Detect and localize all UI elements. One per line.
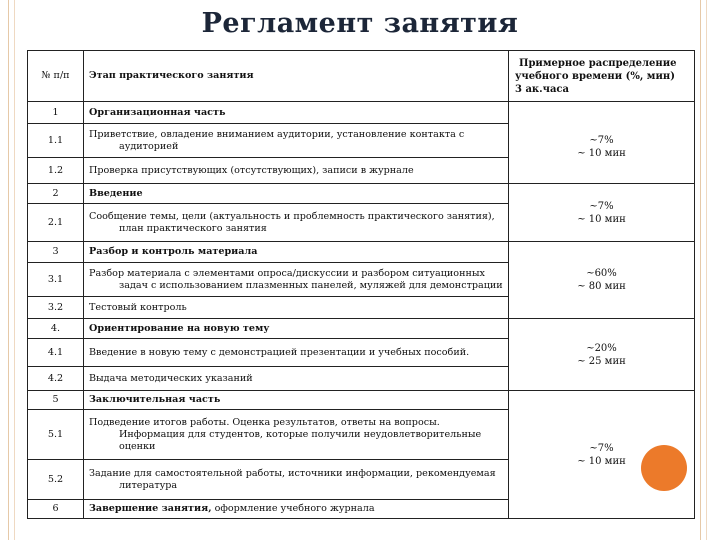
row-stage: Организационная часть: [84, 102, 509, 124]
time-min: ~ 10 мин: [577, 213, 626, 225]
row-stage-line: литература: [119, 479, 178, 491]
row-stage: Заключительная часть: [84, 391, 509, 410]
row-stage-line: Подведение итогов работы. Оценка результатов, ответы на вопросы.: [89, 416, 440, 428]
table-header-row: [28, 51, 695, 102]
header-time-line1: Примерное распределение: [519, 57, 677, 69]
frame-line-right-inner: [706, 0, 707, 540]
orange-circle-decoration: [641, 445, 687, 491]
time-pct: ~20%: [586, 342, 617, 354]
row-stage: Тестовый контроль: [84, 297, 509, 319]
row-stage: Разбор и контроль материала: [84, 242, 509, 263]
time-block-3: [509, 242, 695, 319]
row-stage: [84, 263, 509, 297]
row-num: 1.1: [28, 124, 84, 158]
time-min: ~ 25 мин: [577, 355, 626, 367]
time-block-1: [509, 102, 695, 184]
frame-line-left-inner: [14, 0, 15, 540]
row-num: 3.1: [28, 263, 84, 297]
header-time-line3: 3 ак.часа: [515, 83, 569, 95]
time-min: ~ 10 мин: [577, 147, 626, 159]
table-row: [28, 102, 695, 124]
row-stage: Проверка присутствующих (отсутствующих), записи в журнале: [84, 158, 509, 184]
row-num: 4.1: [28, 339, 84, 367]
header-time-line2: учебного времени (%, мин): [515, 70, 675, 82]
row-stage-line: Приветствие, овладение вниманием аудитории, установление контакта с: [89, 128, 465, 140]
row-stage-line: Информация для студентов, которые получили неудовлетворительные: [119, 428, 482, 440]
row-num: 5: [28, 391, 84, 410]
row-stage: Введение в новую тему с демонстрацией презентации и учебных пособий.: [84, 339, 509, 367]
row-num: 1: [28, 102, 84, 124]
schedule-table: [27, 50, 695, 519]
table-row: [28, 184, 695, 204]
page-title: Регламент занятия: [201, 8, 519, 39]
row-stage: Ориентирование на новую тему: [84, 319, 509, 339]
row-stage-line: Сообщение темы, цели (актуальность и проблемность практического занятия),: [89, 210, 495, 222]
row-stage-rest: оформление учебного журнала: [211, 503, 375, 514]
row-num: 3.2: [28, 297, 84, 319]
time-pct: ~7%: [589, 442, 614, 454]
row-stage: Введение: [84, 184, 509, 204]
header-stage: Этап практического занятия: [84, 51, 509, 102]
row-num: 2: [28, 184, 84, 204]
time-block-4: [509, 319, 695, 391]
row-num: 6: [28, 500, 84, 519]
row-stage: [84, 460, 509, 500]
row-num: 1.2: [28, 158, 84, 184]
time-min: ~ 80 мин: [577, 281, 626, 292]
row-stage-line: аудиторией: [119, 140, 179, 152]
frame-line-right: [700, 0, 701, 540]
table-row: [28, 319, 695, 339]
frame-line-left: [8, 0, 9, 540]
row-num: 4.: [28, 319, 84, 339]
row-num: 4.2: [28, 367, 84, 391]
row-stage-line: оценки: [119, 440, 156, 452]
row-stage: Выдача методических указаний: [84, 367, 509, 391]
row-num: 5.1: [28, 410, 84, 460]
header-num: № п/п: [28, 51, 84, 102]
row-stage: [84, 500, 509, 519]
row-num: 3: [28, 242, 84, 263]
table-row: [28, 242, 695, 263]
row-num: 5.2: [28, 460, 84, 500]
row-stage: [84, 124, 509, 158]
row-stage-line: задач с использованием плазменных панелей, муляжей для демонстрации: [119, 279, 503, 291]
time-block-2: [509, 184, 695, 242]
row-stage-bold: Завершение занятия,: [89, 503, 212, 514]
row-stage-line: Разбор материала с элементами опроса/дискуссии и разбором ситуационных: [89, 267, 485, 279]
row-stage-line: план практического занятия: [119, 222, 267, 234]
time-min: ~ 10 мин: [577, 455, 626, 467]
header-time: [509, 51, 695, 102]
row-stage-line: Задание для самостоятельной работы, источники информации, рекомендуемая: [89, 467, 496, 479]
row-num: 2.1: [28, 204, 84, 242]
time-pct: ~60%: [586, 268, 617, 279]
row-stage: [84, 204, 509, 242]
table-row: [28, 391, 695, 410]
time-pct: ~7%: [589, 200, 614, 212]
time-pct: ~7%: [589, 134, 614, 146]
row-stage: [84, 410, 509, 460]
